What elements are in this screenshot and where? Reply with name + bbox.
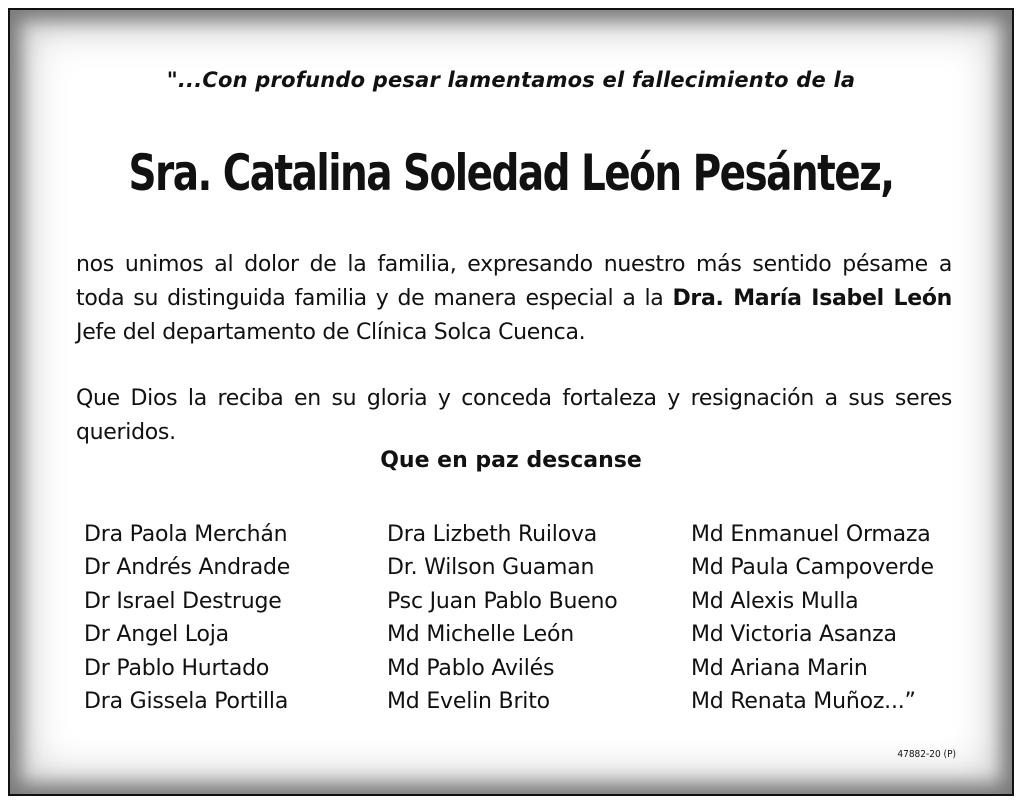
honoree-name: Dra. María Isabel León bbox=[672, 286, 952, 311]
condolence-text-start: nos unimos al dolor de la familia, expresando nuestro más sentido pésame a toda su distinguida familia y de manera especial a la bbox=[76, 252, 952, 311]
signatory-name: Dr Andrés Andrade bbox=[84, 555, 291, 581]
signatories-column-1 bbox=[84, 518, 290, 718]
signatory-name: Md Pablo Avilés bbox=[387, 655, 555, 681]
obituary-content bbox=[10, 10, 1012, 794]
signatory-name: Md Renata Muñoz...” bbox=[691, 688, 916, 714]
prayer-paragraph: Que Dios la reciba en su gloria y conceda fortaleza y resignación a sus seres queridos. bbox=[76, 386, 952, 445]
signatory-name: Dra Paola Merchán bbox=[84, 522, 288, 547]
signatory-name: Md Ariana Marin bbox=[691, 655, 868, 681]
signatory-name: Md Enmanuel Ormaza bbox=[691, 522, 931, 547]
condolence-text-end: Jefe del departamento de Clínica Solca Cuenca. bbox=[76, 320, 586, 345]
signatory-name: Dr Pablo Hurtado bbox=[84, 655, 270, 681]
signatories-column-2 bbox=[387, 518, 618, 718]
obituary-frame bbox=[8, 8, 1014, 796]
signatory-name: Md Victoria Asanza bbox=[691, 622, 897, 648]
reference-code: 47882-20 (P) bbox=[897, 749, 956, 760]
condolence-paragraph bbox=[76, 248, 952, 350]
signatory-name: Md Paula Campoverde bbox=[691, 555, 934, 581]
signatory-name: Psc Juan Pablo Bueno bbox=[387, 588, 618, 614]
signatory-name: Dr Israel Destruge bbox=[84, 588, 282, 614]
signatory-name: Md Alexis Mulla bbox=[691, 588, 859, 614]
signatory-name: Md Evelin Brito bbox=[387, 688, 550, 714]
rest-in-peace-line: Que en paz descanse bbox=[380, 448, 642, 473]
intro-line: "...Con profundo pesar lamentamos el fallecimiento de la bbox=[166, 68, 856, 92]
signatory-name: Dra Gissela Portilla bbox=[84, 688, 289, 714]
deceased-name: Sra. Catalina Soledad León Pesántez, bbox=[128, 144, 894, 202]
signatories-column-3 bbox=[691, 518, 934, 718]
signatory-name: Dra Lizbeth Ruilova bbox=[387, 522, 598, 547]
signatory-name: Dr Angel Loja bbox=[84, 622, 229, 648]
signatory-name: Dr. Wilson Guaman bbox=[387, 555, 595, 581]
signatory-name: Md Michelle León bbox=[387, 622, 574, 648]
